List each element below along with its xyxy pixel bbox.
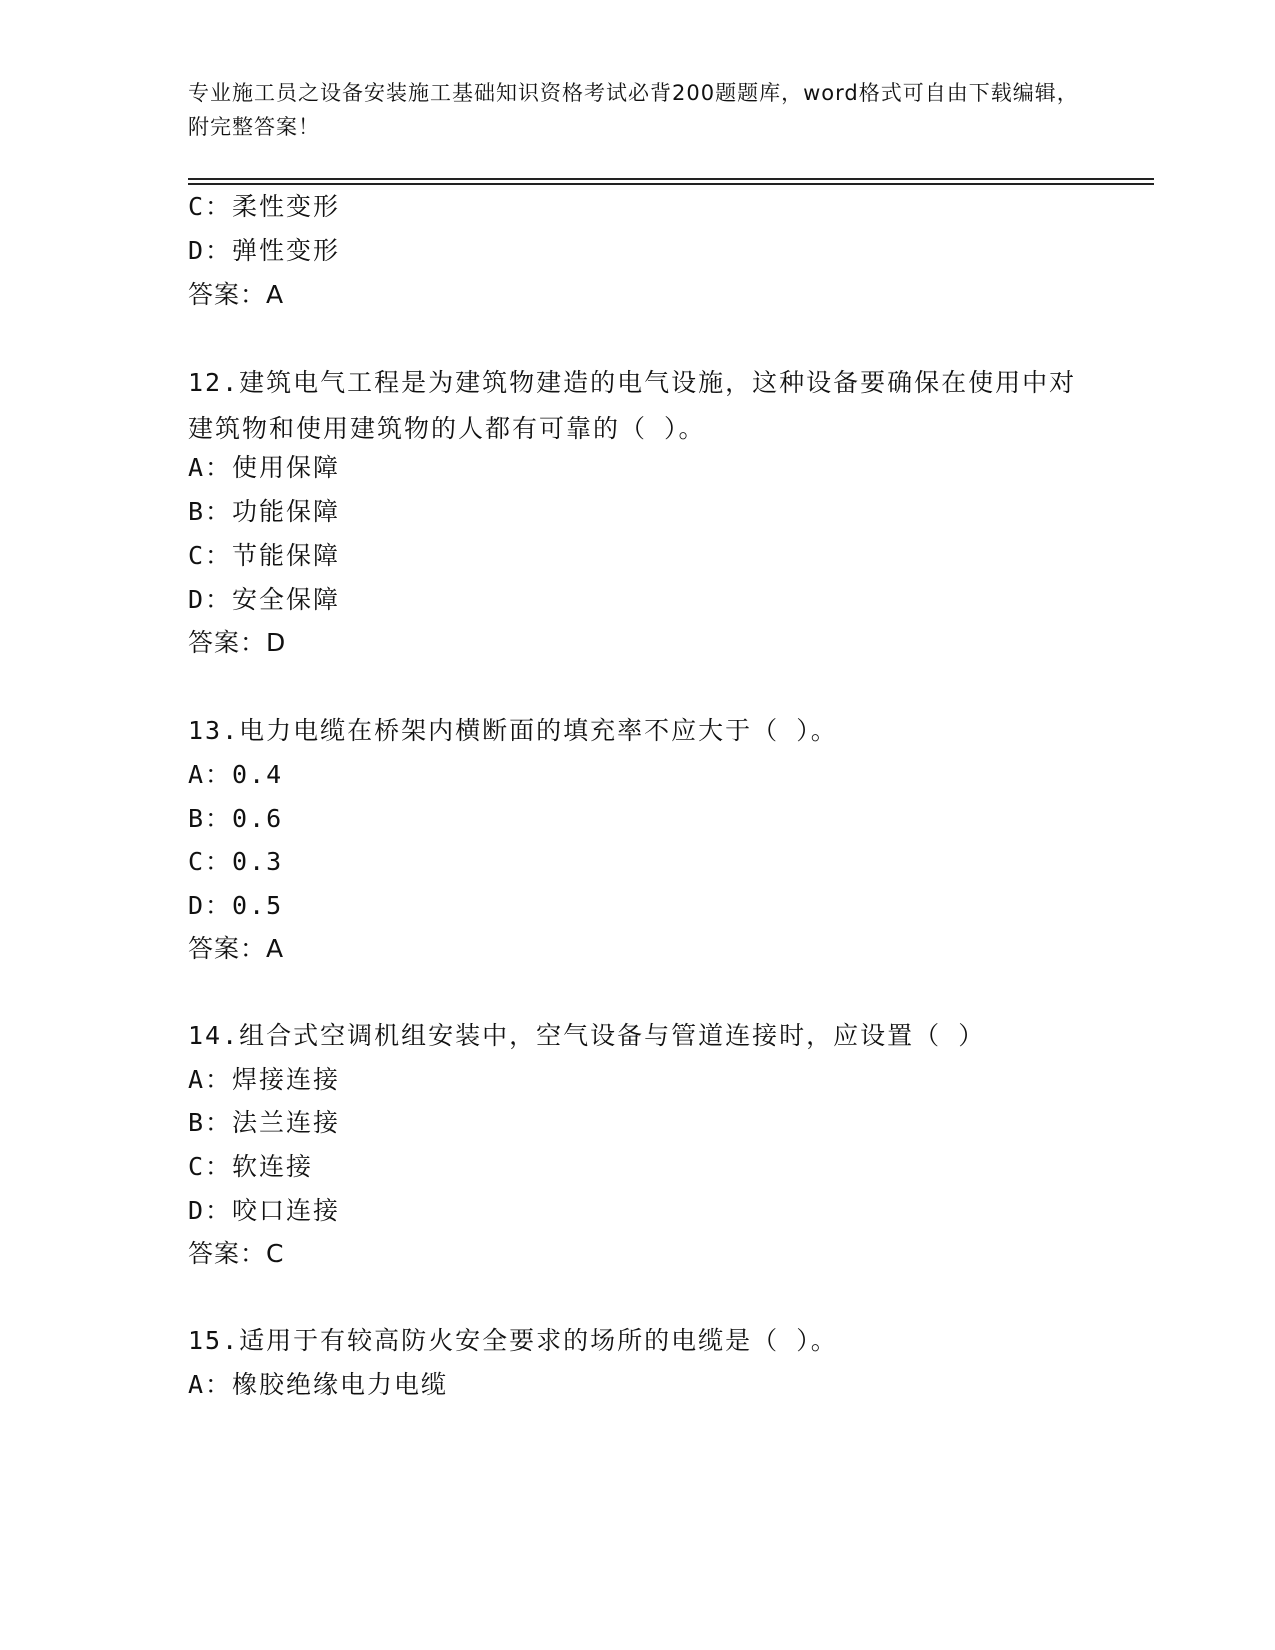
question-12-option-d: D：安全保障 bbox=[188, 585, 341, 614]
question-13-option-a: A：0.4 bbox=[188, 760, 284, 789]
question-12-option-b: B：功能保障 bbox=[188, 497, 341, 526]
question-13-option-c: C：0.3 bbox=[188, 847, 284, 876]
option-d: D：弹性变形 bbox=[188, 236, 341, 265]
question-14-option-a: A：焊接连接 bbox=[188, 1065, 341, 1094]
question-14-answer: 答案：C bbox=[188, 1239, 285, 1268]
question-14-option-b: B：法兰连接 bbox=[188, 1108, 341, 1137]
question-12-option-a: A：使用保障 bbox=[188, 453, 341, 482]
header-divider-bottom bbox=[188, 183, 1154, 185]
question-14-option-d: D：咬口连接 bbox=[188, 1196, 341, 1225]
question-13-option-b: B：0.6 bbox=[188, 804, 284, 833]
question-13-option-d: D：0.5 bbox=[188, 891, 284, 920]
answer-line: 答案：A bbox=[188, 280, 285, 309]
question-12-option-c: C：节能保障 bbox=[188, 541, 341, 570]
option-c: C：柔性变形 bbox=[188, 192, 341, 221]
question-14-option-c: C：软连接 bbox=[188, 1152, 314, 1181]
document-header-title: 专业施工员之设备安装施工基础知识资格考试必背200题题库，word格式可自由下载编辑，附完整答案！ bbox=[188, 81, 1079, 139]
question-13-answer: 答案：A bbox=[188, 934, 285, 963]
question-12-answer: 答案：D bbox=[188, 628, 287, 657]
question-12-stem: 12.建筑电气工程是为建筑物建造的电气设施，这种设备要确保在使用中对建筑物和使用建筑物的人都有可靠的（ ）。 bbox=[188, 368, 1077, 443]
question-14-stem: 14.组合式空调机组安装中，空气设备与管道连接时，应设置（ ） bbox=[188, 1021, 986, 1050]
header-divider-top bbox=[188, 178, 1154, 180]
question-15-stem: 15.适用于有较高防火安全要求的场所的电缆是（ ）。 bbox=[188, 1326, 838, 1355]
question-13-stem: 13.电力电缆在桥架内横断面的填充率不应大于（ ）。 bbox=[188, 716, 838, 745]
question-15-option-a: A：橡胶绝缘电力电缆 bbox=[188, 1370, 449, 1399]
